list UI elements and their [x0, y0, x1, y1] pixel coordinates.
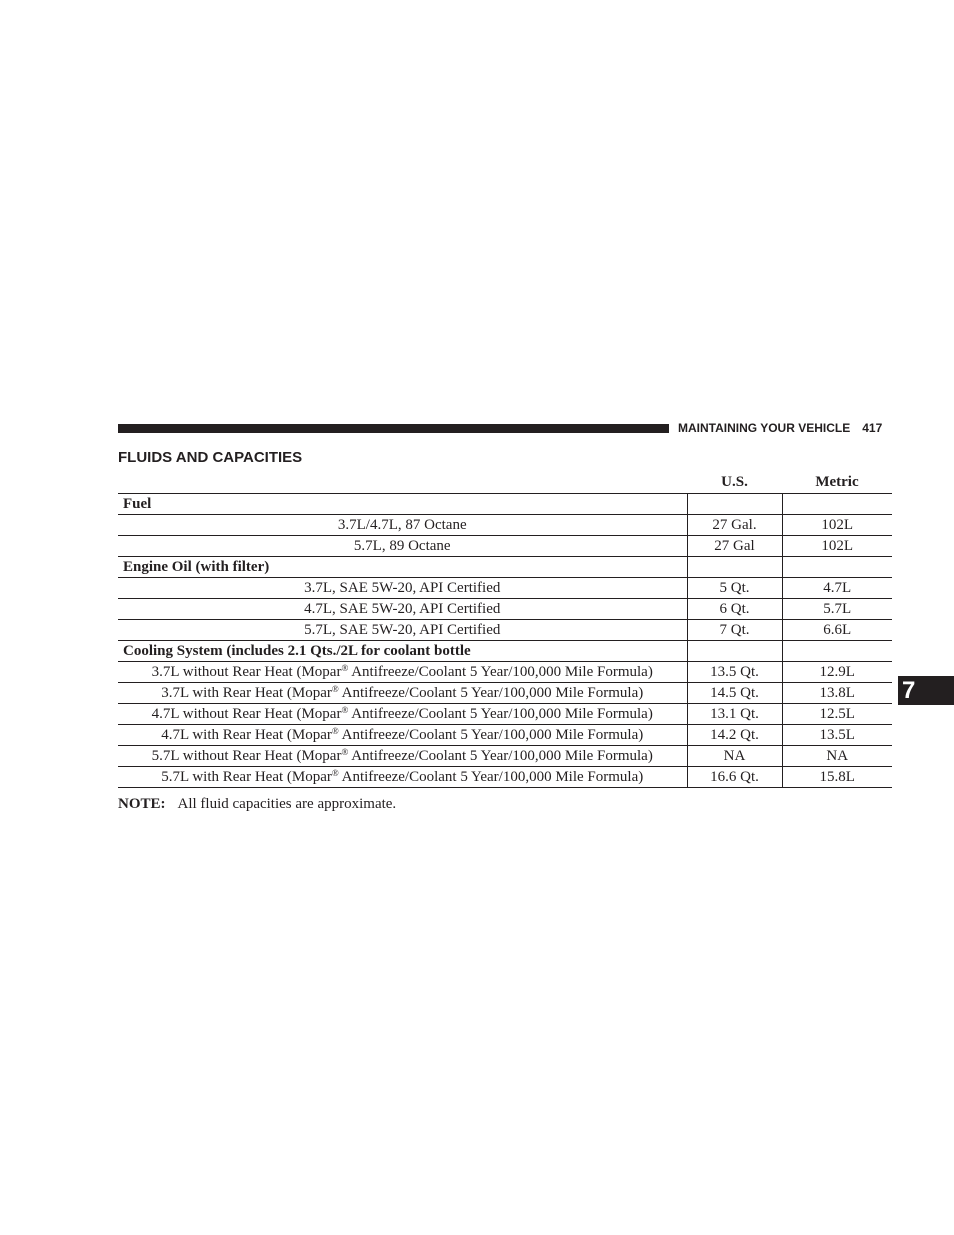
- metric-value: 4.7L: [782, 578, 892, 599]
- us-value: 5 Qt.: [687, 578, 782, 599]
- us-value: 6 Qt.: [687, 599, 782, 620]
- empty-cell: [782, 494, 892, 515]
- us-value: 27 Gal: [687, 536, 782, 557]
- metric-value: 6.6L: [782, 620, 892, 641]
- empty-cell: [782, 557, 892, 578]
- metric-value: 102L: [782, 515, 892, 536]
- registered-mark: ®: [341, 663, 349, 673]
- table-row: [118, 683, 892, 704]
- row-description: [118, 725, 687, 746]
- us-value: 27 Gal.: [687, 515, 782, 536]
- column-header-metric: Metric: [815, 474, 859, 490]
- table-row: [118, 704, 892, 725]
- us-value: 13.1 Qt.: [687, 704, 782, 725]
- description-part: 4.7L with Rear Heat (Mopar: [161, 727, 332, 743]
- us-value: 14.5 Qt.: [687, 683, 782, 704]
- empty-cell: [687, 557, 782, 578]
- description-part: Antifreeze/Coolant 5 Year/100,000 Mile Formula): [348, 706, 653, 722]
- row-description: [118, 767, 687, 788]
- metric-value: NA: [782, 746, 892, 767]
- page-title: FLUIDS AND CAPACITIES: [118, 449, 303, 466]
- metric-value: 12.5L: [782, 704, 892, 725]
- description-part: Antifreeze/Coolant 5 Year/100,000 Mile Formula): [348, 748, 653, 764]
- description-part: Antifreeze/Coolant 5 Year/100,000 Mile Formula): [338, 685, 644, 701]
- page-number: 417: [862, 421, 883, 435]
- empty-cell: [687, 494, 782, 515]
- table-row: [118, 578, 892, 599]
- running-head-section: MAINTAINING YOUR VEHICLE: [678, 421, 851, 435]
- us-value: 16.6 Qt.: [687, 767, 782, 788]
- empty-cell: [782, 641, 892, 662]
- row-description: [118, 683, 687, 704]
- capacities-table: [118, 493, 892, 788]
- description-part: Antifreeze/Coolant 5 Year/100,000 Mile Formula): [338, 769, 644, 785]
- us-value: 13.5 Qt.: [687, 662, 782, 683]
- row-description: [118, 704, 687, 725]
- row-description: 3.7L, SAE 5W-20, API Certified: [118, 578, 687, 599]
- us-value: NA: [687, 746, 782, 767]
- group-label: Engine Oil (with filter): [118, 557, 687, 578]
- us-value: 7 Qt.: [687, 620, 782, 641]
- row-description: 5.7L, SAE 5W-20, API Certified: [118, 620, 687, 641]
- chapter-tab: 7: [898, 676, 954, 705]
- table-row: [118, 515, 892, 536]
- group-row-engine-oil: [118, 557, 892, 578]
- us-value: 14.2 Qt.: [687, 725, 782, 746]
- header-rule: [118, 424, 669, 433]
- registered-mark: ®: [331, 726, 339, 736]
- group-label: Fuel: [118, 494, 687, 515]
- table-row: [118, 536, 892, 557]
- table-row: [118, 767, 892, 788]
- running-head: [678, 420, 892, 436]
- table-row: [118, 620, 892, 641]
- empty-cell: [687, 641, 782, 662]
- description-part: Antifreeze/Coolant 5 Year/100,000 Mile Formula): [348, 664, 653, 680]
- registered-mark: ®: [341, 747, 349, 757]
- row-description: [118, 662, 687, 683]
- description-part: 5.7L with Rear Heat (Mopar: [161, 769, 332, 785]
- note-label: NOTE:: [118, 796, 166, 812]
- group-label: Cooling System (includes 2.1 Qts./2L for coolant bottle: [118, 641, 687, 662]
- description-part: 3.7L with Rear Heat (Mopar: [161, 685, 332, 701]
- registered-mark: ®: [331, 768, 339, 778]
- metric-value: 13.5L: [782, 725, 892, 746]
- group-row-fuel: [118, 494, 892, 515]
- note-text: All fluid capacities are approximate.: [177, 796, 397, 812]
- metric-value: 12.9L: [782, 662, 892, 683]
- description-part: 3.7L without Rear Heat (Mopar: [151, 664, 342, 680]
- metric-value: 13.8L: [782, 683, 892, 704]
- row-description: 5.7L, 89 Octane: [118, 536, 687, 557]
- metric-value: 102L: [782, 536, 892, 557]
- row-description: [118, 746, 687, 767]
- note: [118, 795, 396, 813]
- metric-value: 5.7L: [782, 599, 892, 620]
- description-part: 5.7L without Rear Heat (Mopar: [151, 748, 342, 764]
- column-headers: [118, 473, 892, 493]
- row-description: 4.7L, SAE 5W-20, API Certified: [118, 599, 687, 620]
- row-description: 3.7L/4.7L, 87 Octane: [118, 515, 687, 536]
- registered-mark: ®: [341, 705, 349, 715]
- table-row: [118, 725, 892, 746]
- table-row: [118, 746, 892, 767]
- table-row: [118, 599, 892, 620]
- group-row-cooling-system: [118, 641, 892, 662]
- description-part: 4.7L without Rear Heat (Mopar: [151, 706, 342, 722]
- description-part: Antifreeze/Coolant 5 Year/100,000 Mile Formula): [338, 727, 644, 743]
- table-row: [118, 662, 892, 683]
- column-header-us: U.S.: [721, 474, 748, 490]
- registered-mark: ®: [331, 684, 339, 694]
- metric-value: 15.8L: [782, 767, 892, 788]
